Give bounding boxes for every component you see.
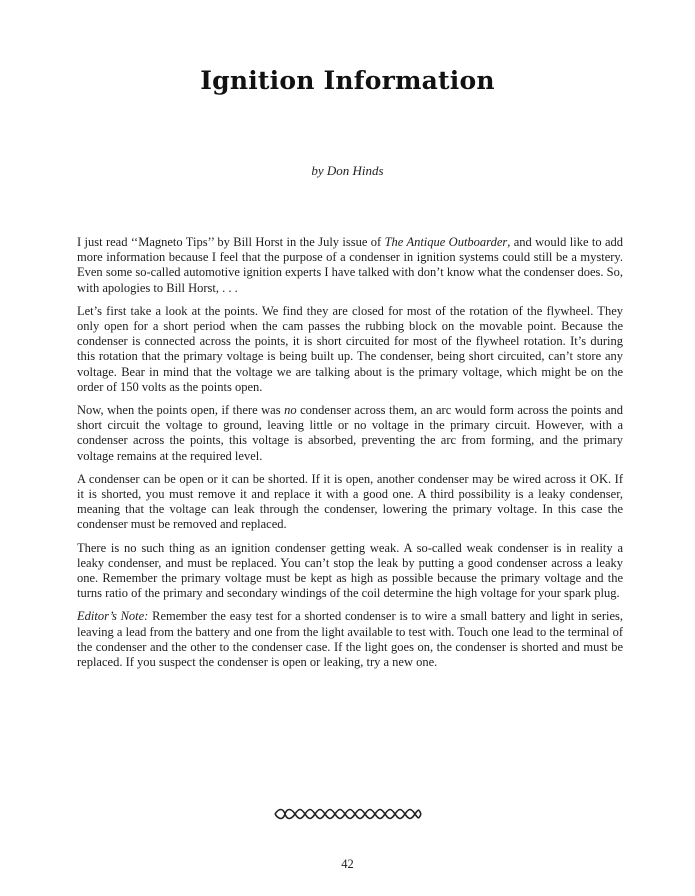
paragraph-1 bbox=[77, 235, 623, 296]
paragraph-3-text-a: Now, when the points open, if there was bbox=[77, 403, 285, 418]
paragraph-1-text-a: I just read ‘‘Magneto Tips’’ by Bill Horst in the July issue of bbox=[77, 235, 385, 249]
editors-note-text: Remember the easy test for a shorted condenser is to wire a small battery and light in series, leaving a lead from the battery and one from the light available to test with. Touch one lead to the terminal of the condenser and the other to the condenser case. If the light goes on, the condenser is shorted and must be replaced. If you suspect the condenser is open or leaking, try a new one. bbox=[77, 609, 623, 670]
paragraph-1-text-b: , and would like to add more information because I feel that the purpose of a condenser in ignition systems could still be a mystery. Even some so-called automotive ignition experts I have talked with don’t know what the condenser does. So, with apologies to Bill Horst, . . . bbox=[77, 235, 623, 295]
paragraph-2 bbox=[77, 304, 623, 395]
paragraph-2-text: Let’s first take a look at the points. We find they are closed for most of the rotation of the flywheel. They only open for a short period when the cam passes the rubbing block on the movable point. Because the condenser is connected across the points, it is short circuited for most of the flywheel rotation. It’s during this rotation that the primary voltage is being built up. The condenser, being short circuited, can’t store any voltage. Bear in mind that the voltage we are talking about is the primary voltage, which might be on the order of 150 volts as the points open. bbox=[77, 303, 623, 394]
decorative-divider bbox=[0, 808, 695, 820]
article-body bbox=[77, 235, 623, 678]
paragraph-3 bbox=[77, 403, 623, 464]
article-byline: by Don Hinds bbox=[311, 163, 384, 178]
rope-ornament-icon bbox=[273, 808, 423, 820]
paragraph-1-italic: The Antique Outboarder bbox=[384, 235, 508, 249]
page-number: 42 bbox=[341, 857, 354, 871]
editors-note-label: Editor’s Note: bbox=[77, 609, 149, 624]
paragraph-5 bbox=[77, 541, 623, 602]
paragraph-4 bbox=[77, 472, 623, 533]
paragraph-3-italic: no bbox=[284, 403, 297, 418]
article-title: Ignition Information bbox=[200, 66, 495, 95]
paragraph-4-text: A condenser can be open or it can be shorted. If it is open, another condenser may be wired across it OK. If it is shorted, you must remove it and replace it with a good one. A third possibility is a leaky condenser, meaning that the voltage can leak through the condenser, lowering the primary voltage. In this case the condenser must be removed and replaced. bbox=[77, 471, 623, 532]
editors-note bbox=[77, 609, 623, 670]
paragraph-5-text: There is no such thing as an ignition condenser getting weak. A so-called weak condenser is in reality a leaky condenser, and must be replaced. You can’t stop the leak by putting a good condenser across a leaky one. Remember the primary voltage must be kept as high as possible because the primary voltage and the turns ratio of the primary and secondary windings of the coil determine the high voltage for your spark plug. bbox=[77, 540, 623, 601]
paragraph-3-text-b: condenser across them, an arc would form across the points and short circuit the voltage to ground, leaving little or no voltage in the primary circuit. However, with a condenser across the points, this voltage is absorbed, preventing the arc from forming, and the primary voltage remains at the required level. bbox=[77, 403, 623, 463]
